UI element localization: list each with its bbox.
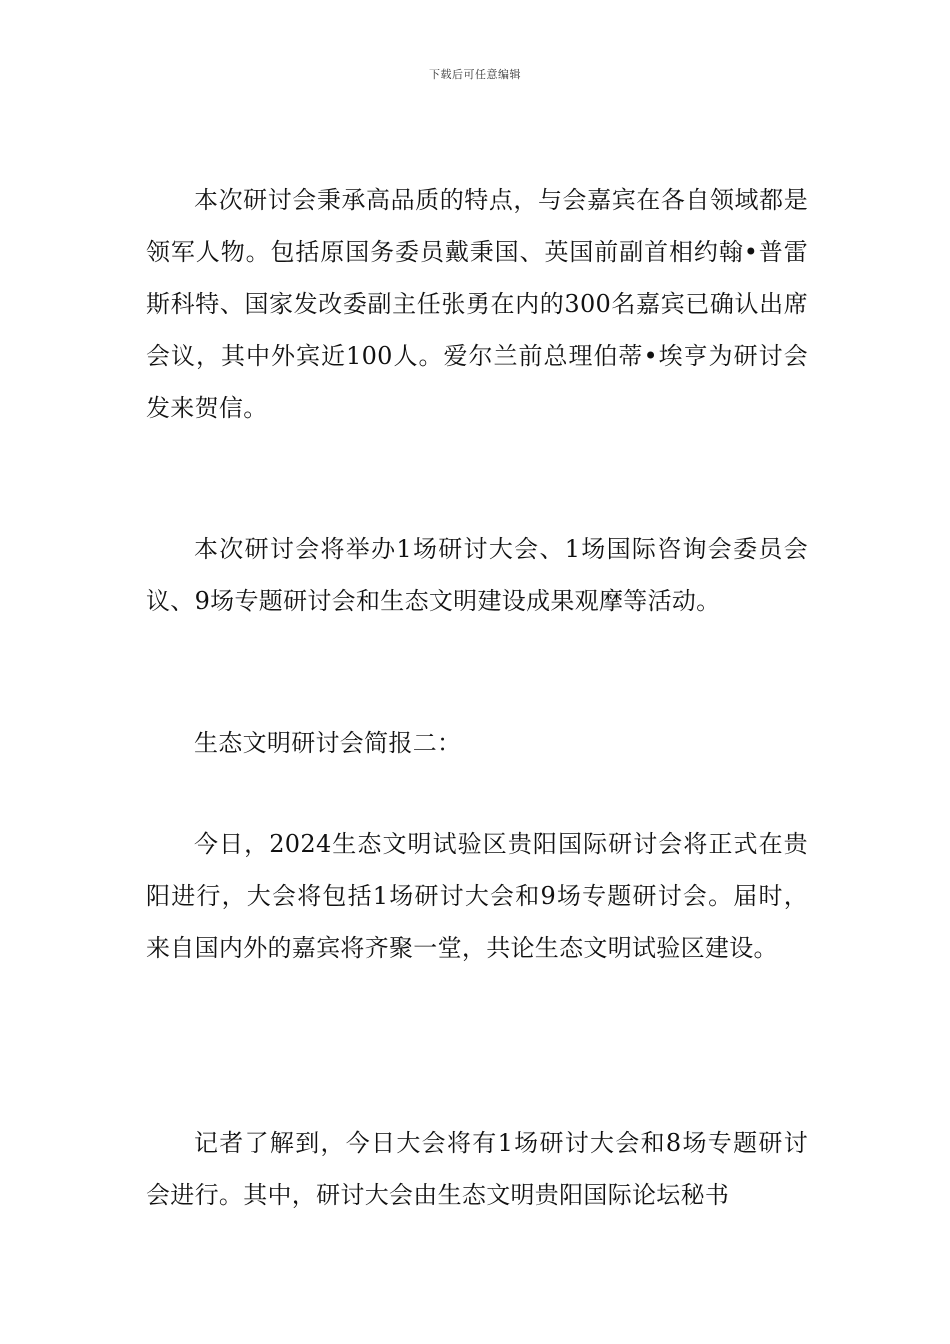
paragraph-reporter: 记者了解到，今日大会将有1场研讨大会和8场专题研讨会进行。其中，研讨大会由生态文明贵阳国际论坛秘书	[146, 1129, 808, 1209]
paragraph-activities: 本次研讨会将举办1场研讨大会、1场国际咨询会委员会议、9场专题研讨会和生态文明建设成果观摩等活动。	[146, 535, 808, 615]
paragraph-guests: 本次研讨会秉承高品质的特点，与会嘉宾在各自领域都是领军人物。包括原国务委员戴秉国、英国前副首相约翰•普雷斯科特、国家发改委副主任张勇在内的300名嘉宾已确认出席会议，其中外宾近100人。爱尔兰前总理伯蒂•埃亨为研讨会发来贺信。	[146, 186, 808, 422]
paragraph-opening: 今日，2024生态文明试验区贵阳国际研讨会将正式在贵阳进行，大会将包括1场研讨大会和9场专题研讨会。届时，来自国内外的嘉宾将齐聚一堂，共论生态文明试验区建设。	[146, 830, 808, 962]
section-heading: 生态文明研讨会简报二：	[194, 729, 462, 757]
header-note: 下载后可任意编辑	[429, 68, 521, 81]
